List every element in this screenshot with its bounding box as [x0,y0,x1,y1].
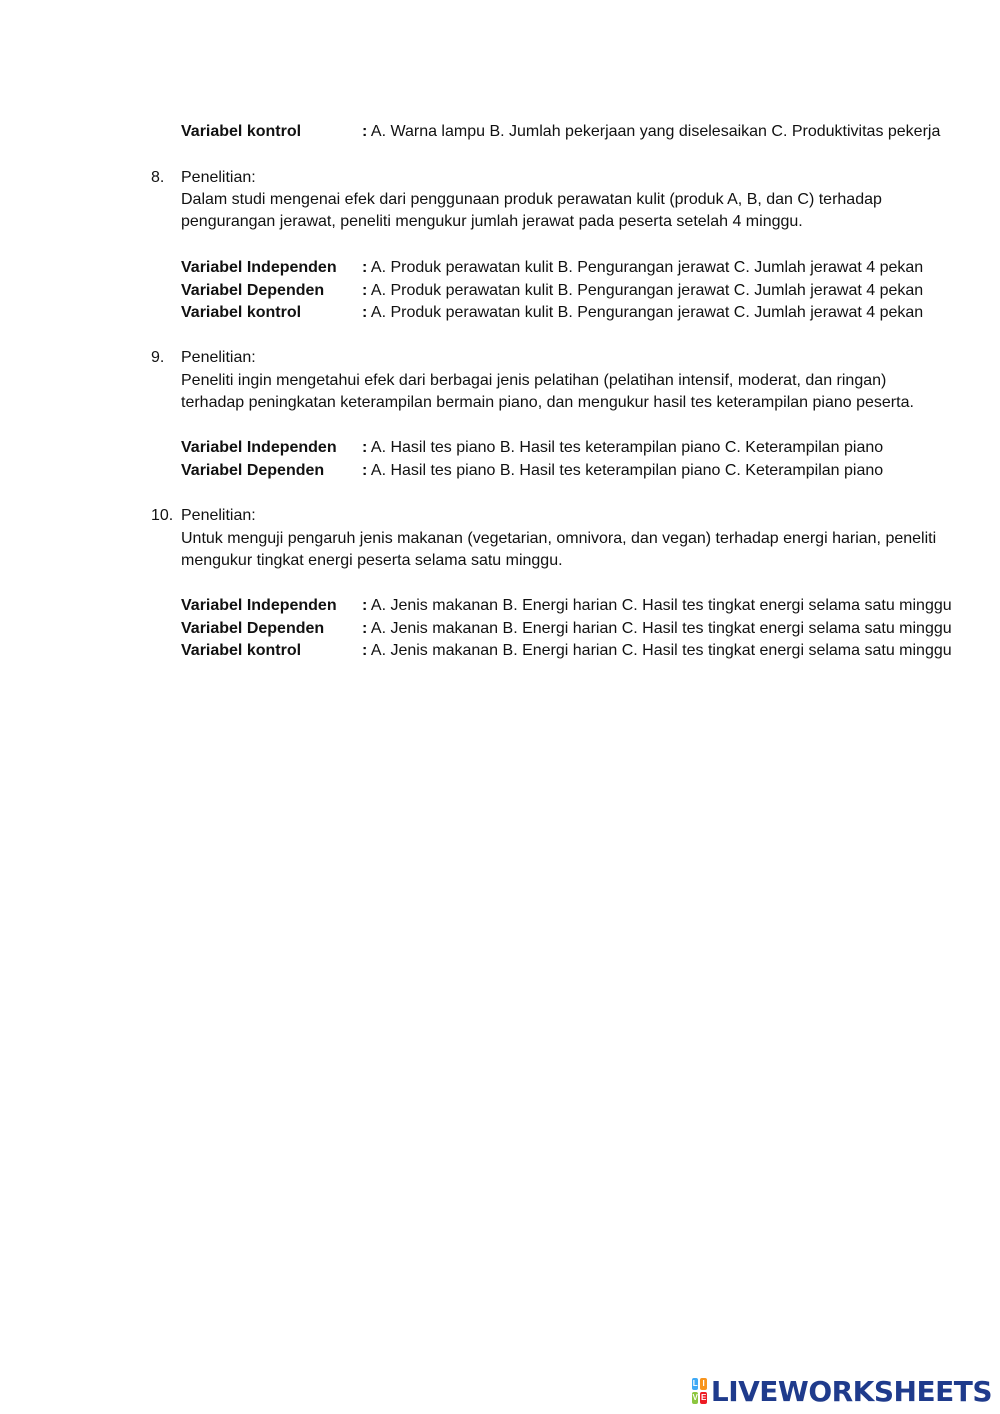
variable-colon: : [362,620,368,637]
variable-row-independent [181,595,952,617]
variable-options: A. Hasil tes piano B. Hasil tes keterampilan piano C. Keterampilan piano [367,439,884,456]
variable-label: Variabel Independen [181,259,337,276]
logo-icon-tile: E [700,1393,707,1402]
variable-options: A. Jenis makanan B. Energi harian C. Hasil tes tingkat energi selama satu minggu [367,597,952,614]
variable-colon: : [362,123,368,140]
variable-label: Variabel Independen [181,597,337,614]
variable-label: Variabel Independen [181,439,337,456]
question-text-line: Untuk menguji pengaruh jenis makanan (vegetarian, omnivora, dan vegan) terhadap energi harian, peneliti [181,530,937,547]
variable-colon: : [362,462,368,479]
variable-options: A. Produk perawatan kulit B. Pengurangan jerawat C. Jumlah jerawat 4 pekan [367,304,924,321]
variable-label: Variabel Dependen [181,620,325,637]
question-text-line: Peneliti ingin mengetahui efek dari berbagai jenis pelatihan (pelatihan intensif, moderat, dan ringan) [181,372,887,389]
variable-colon: : [362,597,368,614]
question-number: 8. [151,169,165,186]
question-number: 9. [151,349,165,366]
variable-options: A. Produk perawatan kulit B. Pengurangan jerawat C. Jumlah jerawat 4 pekan [367,259,924,276]
logo-text: LIVEWORKSHEETS [710,1374,992,1408]
question-heading: Penelitian: [181,169,256,186]
variable-colon: : [362,439,368,456]
variable-label: Variabel kontrol [181,123,302,140]
question-text-line: mengukur tingkat energi peserta selama satu minggu. [181,552,563,569]
variable-row-dependent [181,460,883,482]
variable-options: A. Warna lampu B. Jumlah pekerjaan yang diselesaikan C. Produktivitas pekerja [367,123,941,140]
variable-colon: : [362,642,368,659]
question-text-line: terhadap peningkatan keterampilan bermain piano, dan mengukur hasil tes keterampilan piano peserta. [181,394,914,411]
question-text-line: Dalam studi mengenai efek dari penggunaan produk perawatan kulit (produk A, B, dan C) terhadap [181,191,882,208]
liveworksheets-logo-icon [692,1378,707,1404]
variable-row-control [181,302,923,324]
logo-icon-tile: V [692,1393,698,1402]
variable-row-independent [181,437,883,459]
question-heading: Penelitian: [181,507,256,524]
variable-options: A. Produk perawatan kulit B. Pengurangan jerawat C. Jumlah jerawat 4 pekan [367,282,924,299]
logo-icon-tile: I [700,1378,706,1390]
variable-options: A. Jenis makanan B. Energi harian C. Hasil tes tingkat energi selama satu minggu [367,620,952,637]
question-heading: Penelitian: [181,349,256,366]
liveworksheets-logo [692,1376,992,1406]
variable-label: Variabel Dependen [181,462,325,479]
variable-row-independent [181,257,923,279]
question-text-line: pengurangan jerawat, peneliti mengukur jumlah jerawat pada peserta setelah 4 minggu. [181,213,803,230]
variable-options: A. Jenis makanan B. Energi harian C. Hasil tes tingkat energi selama satu minggu [367,642,952,659]
variable-colon: : [362,282,368,299]
variable-label: Variabel Dependen [181,282,325,299]
variable-row-control [181,640,952,662]
variable-label: Variabel kontrol [181,304,302,321]
variable-label: Variabel kontrol [181,642,302,659]
variable-options: A. Hasil tes piano B. Hasil tes keterampilan piano C. Keterampilan piano [367,462,884,479]
variable-row-control-q7 [181,121,940,143]
question-number: 10. [151,507,174,524]
logo-icon-tile: L [692,1379,698,1388]
variable-colon: : [362,259,368,276]
variable-row-dependent [181,280,923,302]
variable-colon: : [362,304,368,321]
variable-row-dependent [181,618,952,640]
